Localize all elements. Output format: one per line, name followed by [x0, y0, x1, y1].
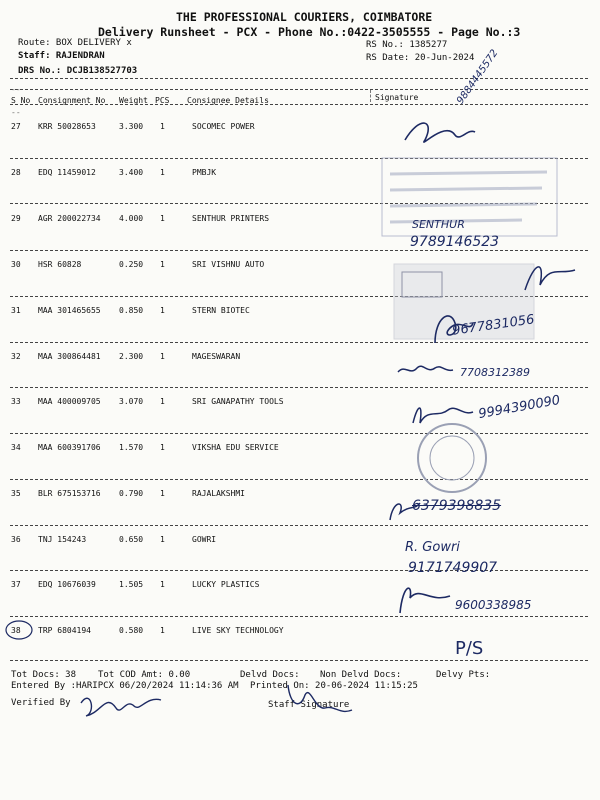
row-weight: 3.400 — [119, 168, 144, 177]
row-consignee: SRI GANAPATHY TOOLS — [192, 397, 284, 406]
printed-on: Printed On: 20-06-2024 11:15:25 — [250, 681, 418, 691]
rule-top-2 — [10, 89, 588, 90]
col-header-weight: Weight — [119, 96, 148, 105]
col-header-signature: Signature — [375, 93, 419, 102]
total-docs: Tot Docs: 38 — [11, 670, 77, 680]
rule-tick-2: -- — [11, 108, 21, 117]
row-separator — [10, 616, 588, 617]
stamp-mark — [372, 152, 572, 242]
row-separator — [10, 250, 588, 251]
staff-label: Staff: RAJENDRAN — [18, 51, 105, 61]
rule-top — [10, 78, 588, 79]
row-weight: 4.000 — [119, 214, 144, 223]
row-weight: 0.580 — [119, 626, 144, 635]
row-pcs: 1 — [160, 443, 165, 452]
rs-number: RS No.: 1385277 — [366, 40, 448, 50]
entered-by: Entered By :HARIPCX 06/20/2024 11:14:36 AM — [11, 681, 239, 691]
stamp-mark — [410, 418, 500, 498]
delivered-docs: Delvd Docs: — [240, 670, 300, 680]
row-pcs: 1 — [160, 214, 165, 223]
row-consignee: PMBJK — [192, 168, 217, 177]
row-pcs: 1 — [160, 397, 165, 406]
row-consignee: GOWRI — [192, 535, 217, 544]
row-pcs: 1 — [160, 489, 165, 498]
handwritten-note: 9171749907 — [408, 560, 498, 576]
row-consignment: AGR 200022734 — [38, 214, 101, 223]
row-consignment: KRR 50028653 — [38, 122, 96, 131]
row-consignment: EDQ 10676039 — [38, 580, 96, 589]
col-header-sno: S No — [11, 96, 31, 105]
handwritten-note: R. Gowri — [405, 540, 460, 555]
total-cod: Tot COD Amt: 0.00 — [98, 670, 191, 680]
row-pcs: 1 — [160, 626, 165, 635]
row-sno: 31 — [11, 306, 21, 315]
row-consignee: SENTHUR PRINTERS — [192, 214, 270, 223]
row-sno: 27 — [11, 122, 21, 131]
row-consignment: MAA 300864481 — [38, 352, 101, 361]
row-consignment: HSR 60828 — [38, 260, 82, 269]
delivery-points: Delvy Pts: — [436, 670, 491, 680]
row-sno: 30 — [11, 260, 21, 269]
row-separator — [10, 387, 588, 388]
company-name: THE PROFESSIONAL COURIERS, COIMBATORE — [176, 10, 433, 24]
route-label: Route: BOX DELIVERY x — [18, 38, 132, 48]
signature-mark — [395, 578, 455, 618]
row-weight: 3.300 — [119, 122, 144, 131]
handwritten-note: 9789146523 — [410, 234, 500, 250]
handwritten-note: 9677831056 — [451, 312, 536, 339]
handwritten-note: 7708312389 — [460, 366, 530, 379]
row-consignee: LUCKY PLASTICS — [192, 580, 260, 589]
row-weight: 1.570 — [119, 443, 144, 452]
col-header-consignment: Consignment No — [38, 96, 106, 105]
row-sno: 35 — [11, 489, 21, 498]
row-separator — [10, 342, 588, 343]
col-header-consignee: Consignee Details — [187, 96, 269, 105]
row-separator — [10, 479, 588, 480]
signature-mark — [395, 360, 455, 380]
row-pcs: 1 — [160, 122, 165, 131]
row-weight: 1.505 — [119, 580, 144, 589]
row-consignee: VIKSHA EDU SERVICE — [192, 443, 279, 452]
row-sno: 33 — [11, 397, 21, 406]
rs-date: RS Date: 20-Jun-2024 — [366, 53, 475, 63]
row-weight: 3.070 — [119, 397, 144, 406]
circle-mark — [4, 619, 34, 641]
row-pcs: 1 — [160, 535, 165, 544]
signature-mark — [520, 255, 580, 300]
handwritten-note: P/S — [455, 638, 484, 659]
non-delivered-docs: Non Delvd Docs: — [320, 670, 402, 680]
rule-tick: -- — [11, 85, 21, 94]
handwritten-note: 9884445572 — [455, 47, 501, 107]
row-consignee: RAJALAKSHMI — [192, 489, 245, 498]
row-weight: 0.850 — [119, 306, 144, 315]
handwritten-note: 9994390090 — [477, 392, 562, 423]
row-weight: 2.300 — [119, 352, 144, 361]
signature-mark — [280, 680, 360, 725]
row-consignment: MAA 600391706 — [38, 443, 101, 452]
handwritten-note: 6379398835 — [412, 498, 502, 514]
row-separator — [10, 525, 588, 526]
row-consignee: LIVE SKY TECHNOLOGY — [192, 626, 284, 635]
signature-mark — [76, 688, 166, 723]
row-pcs: 1 — [160, 306, 165, 315]
row-consignment: TRP 6804194 — [38, 626, 91, 635]
row-separator — [10, 433, 588, 434]
row-sno: 37 — [11, 580, 21, 589]
row-consignment: BLR 675153716 — [38, 489, 101, 498]
verified-by-label: Verified By — [11, 698, 71, 708]
row-sno: 28 — [11, 168, 21, 177]
row-consignment: TNJ 154243 — [38, 535, 87, 544]
row-consignee: MAGESWARAN — [192, 352, 241, 361]
row-consignment: MAA 400009705 — [38, 397, 101, 406]
staff-signature-label: Staff Signature — [268, 700, 350, 710]
row-separator — [10, 570, 588, 571]
row-sno: 38 — [11, 626, 21, 635]
rule-header — [10, 104, 588, 105]
row-consignment: EDQ 11459012 — [38, 168, 96, 177]
row-pcs: 1 — [160, 352, 165, 361]
row-consignee: SOCOMEC POWER — [192, 122, 255, 131]
row-consignment: MAA 301465655 — [38, 306, 101, 315]
signature-mark — [408, 398, 478, 430]
row-sno: 36 — [11, 535, 21, 544]
row-consignee: STERN BIOTEC — [192, 306, 250, 315]
row-sno: 34 — [11, 443, 21, 452]
signature-mark — [400, 110, 480, 155]
col-header-pcs: PCS — [155, 96, 170, 105]
row-pcs: 1 — [160, 260, 165, 269]
row-sno: 32 — [11, 352, 21, 361]
row-pcs: 1 — [160, 168, 165, 177]
header-divider — [370, 90, 371, 102]
row-separator — [10, 660, 588, 661]
drs-number: DRS No.: DCJB138527703 — [18, 66, 138, 76]
handwritten-note: 9600338985 — [455, 598, 532, 612]
row-sno: 29 — [11, 214, 21, 223]
row-weight: 0.650 — [119, 535, 144, 544]
runsheet-title: Delivery Runsheet - PCX - Phone No.:0422-3505555 - Page No.:3 — [98, 25, 521, 39]
row-pcs: 1 — [160, 580, 165, 589]
row-weight: 0.250 — [119, 260, 144, 269]
row-consignee: SRI VISHNU AUTO — [192, 260, 265, 269]
handwritten-note: SENTHUR — [412, 218, 465, 231]
row-weight: 0.790 — [119, 489, 144, 498]
